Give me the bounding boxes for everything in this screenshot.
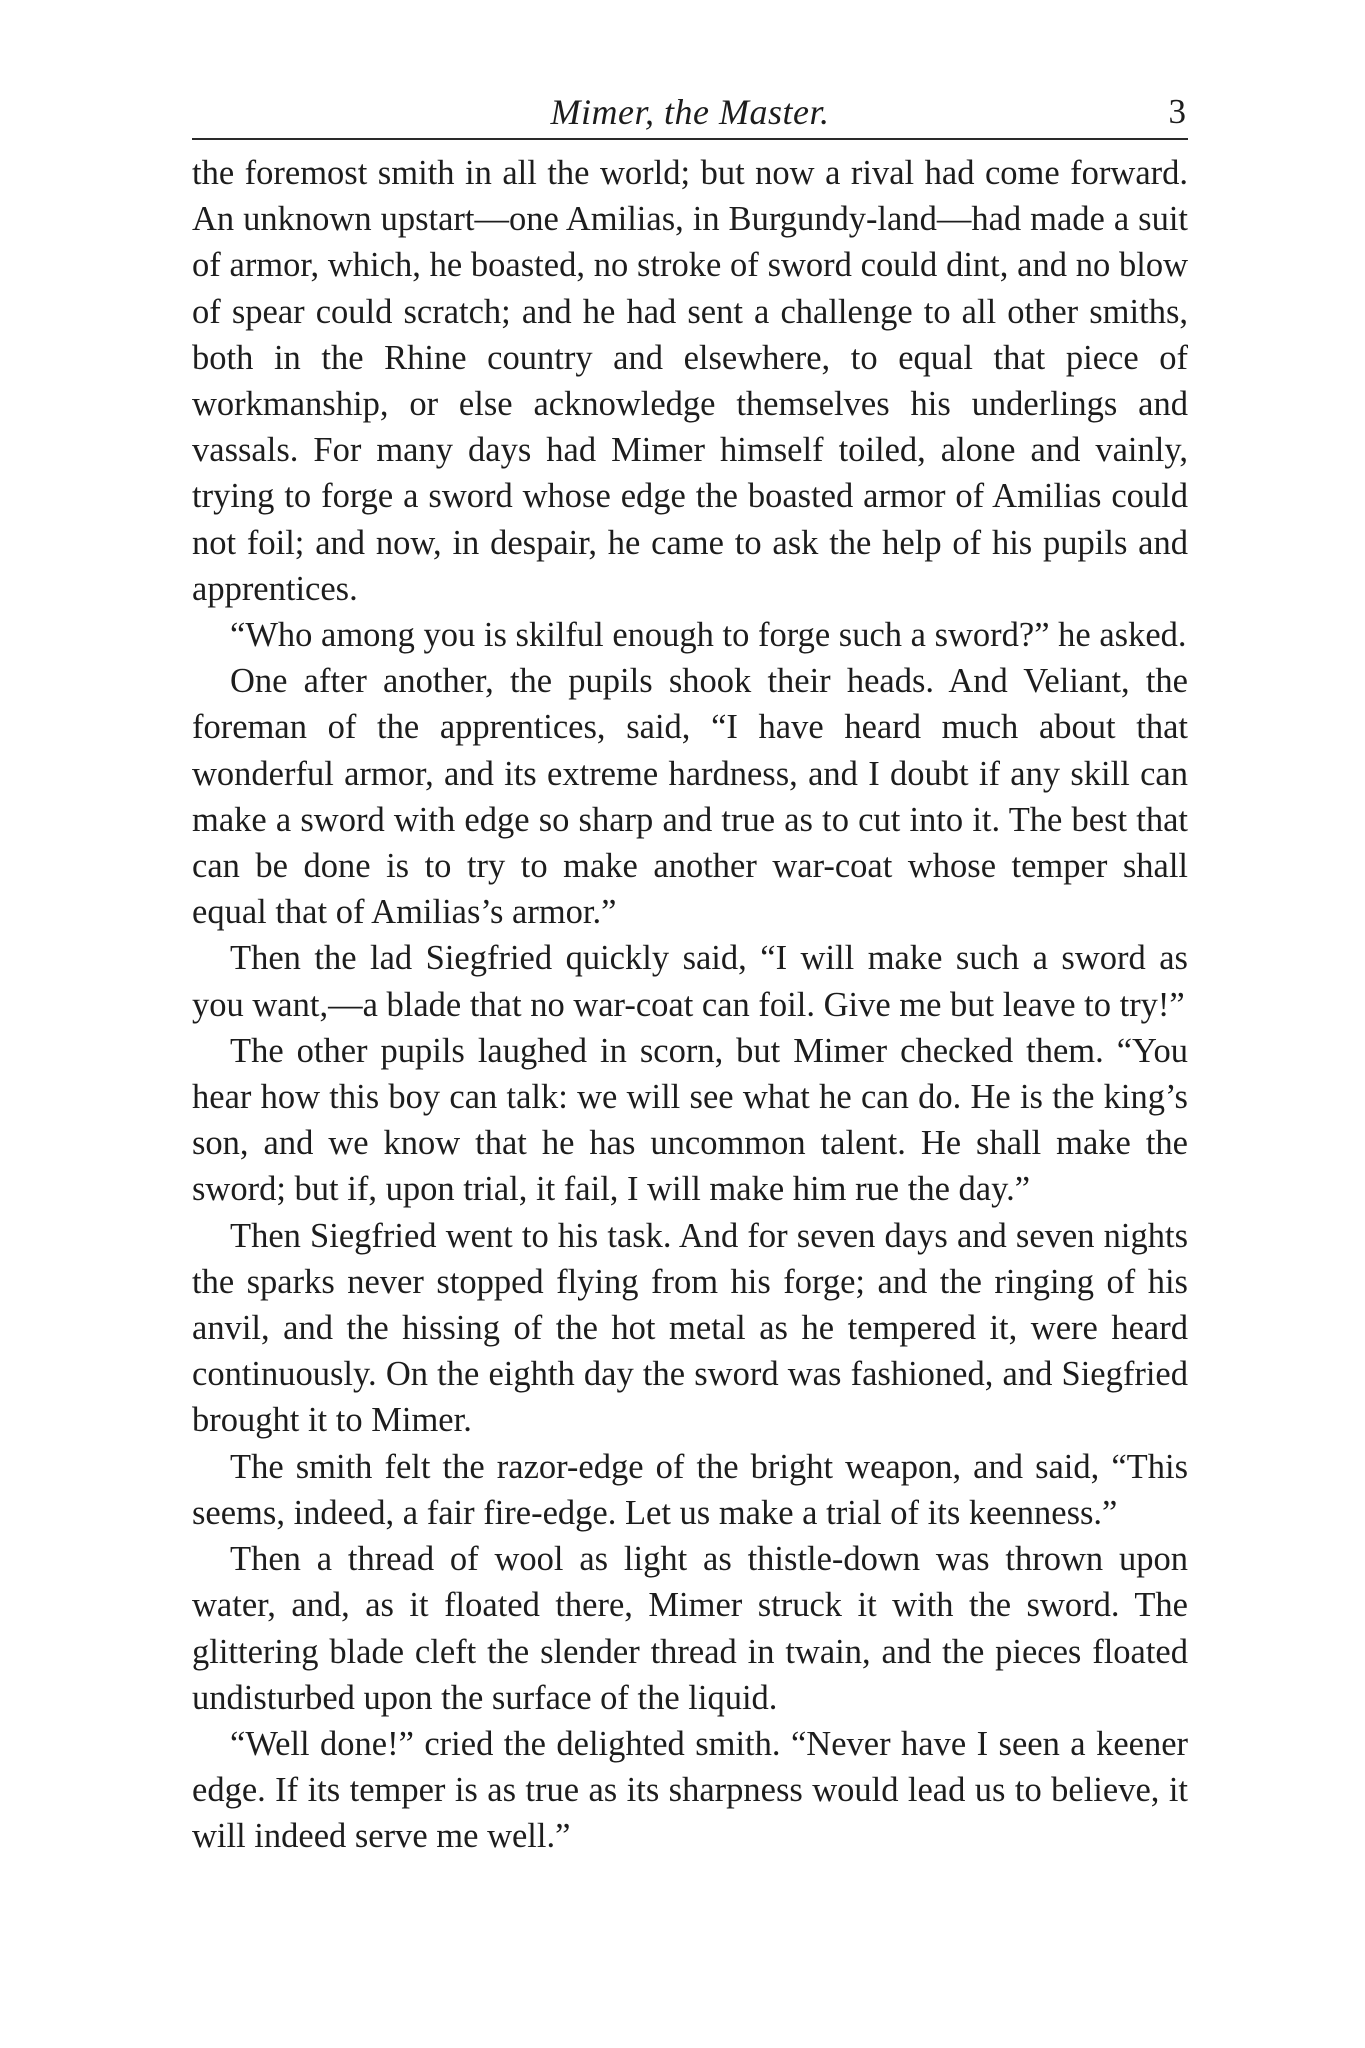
running-head (192, 92, 1188, 140)
paragraph: “Who among you is skilful enough to forge such a sword?” he asked. (230, 616, 1187, 655)
paragraph: the foremost smith in all the world; but now a rival had come forward. An unknown upstart—one Amilias, in Burgundy-land—had made a suit of armor, which, he boasted, no stroke of sword could dint, and no blow of spear could scratch; and he had sent a challenge to all other smiths, both in the Rhine country and elsewhere, to equal that piece of workmanship, or else acknowledge themselves his underlings and vassals. For many days had Mimer himself toiled, alone and vainly, trying to forge a sword whose edge the boasted armor of Amilias could not foil; and now, in despair, he came to ask the help of his pupils and apprentices. (192, 154, 1188, 608)
running-title: Mimer, the Master. (550, 92, 830, 132)
paragraph: The other pupils laughed in scorn, but Mimer checked them. “You hear how this boy can talk: we will see what he can do. He is the king’s son, and we know that he has uncommon talent. He shall make the sword; but if, upon trial, it fail, I will make him rue the day.” (192, 1031, 1188, 1209)
paragraph: The smith felt the razor-edge of the bright weapon, and said, “This seems, indeed, a fair fire-edge. Let us make a trial of its keenness.” (192, 1447, 1188, 1532)
paragraph: Then Siegfried went to his task. And for seven days and seven nights the sparks never stopped flying from his forge; and the ringing of his anvil, and the hissing of the hot metal as he tempered it, were heard continuously. On the eighth day the sword was fashioned, and Siegfried brought it to Mimer. (192, 1216, 1188, 1440)
book-page (192, 92, 1188, 1860)
paragraph: Then a thread of wool as light as thistle-down was thrown upon water, and, as it floated there, Mimer struck it with the sword. The glittering blade cleft the slender thread in twain, and the pieces floated undisturbed upon the surface of the liquid. (192, 1540, 1188, 1717)
body-text (192, 150, 1188, 1860)
paragraph: “Well done!” cried the delighted smith. “Never have I seen a keener edge. If its temper is as true as its sharpness would lead us to believe, it will indeed serve me well.” (192, 1724, 1188, 1856)
paragraph: One after another, the pupils shook their heads. And Veliant, the foreman of the apprentices, said, “I have heard much about that wonderful armor, and its extreme hardness, and I doubt if any skill can make a sword with edge so sharp and true as to cut into it. The best that can be done is to try to make another war-coat whose temper shall equal that of Amilias’s armor.” (192, 662, 1188, 932)
page-number: 3 (1168, 92, 1186, 131)
paragraph: Then the lad Siegfried quickly said, “I will make such a sword as you want,—a blade that no war-coat can foil. Give me but leave to try!” (192, 939, 1188, 1024)
